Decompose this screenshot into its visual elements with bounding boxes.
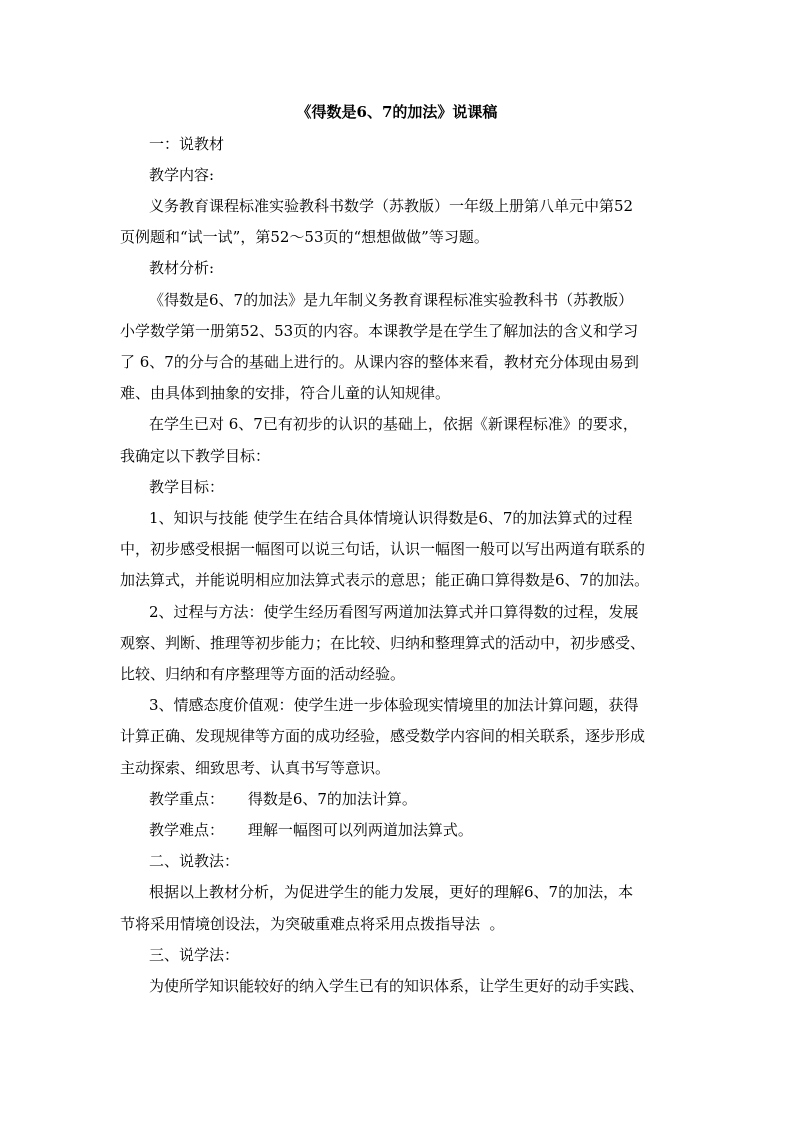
section-heading: 三、说学法： [149, 946, 240, 964]
paragraph-line: 我确定以下教学目标： [120, 447, 271, 465]
section-heading: 二、说教法： [149, 852, 240, 870]
paragraph-line: 2、过程与方法：使学生经历看图写两道加法算式并口算得数的过程，发展 [149, 603, 639, 621]
paragraph-line: 1、知识与技能 使学生在结合具体情境认识得数是6、7的加法算式的过程 [149, 509, 633, 527]
paragraph-line: 3、情感态度价值观：使学生进一步体验现实情境里的加法计算问题，获得 [149, 696, 639, 714]
section-heading: 一：说教材 [149, 135, 225, 153]
paragraph-line: 了 6、7的分与合的基础上进行的。从课内容的整体来看，教材充分体现由易到 [120, 353, 639, 371]
paragraph-line: 计算正确、发现规律等方面的成功经验，感受数学内容间的相关联系，逐步形成 [120, 727, 646, 745]
paragraph-line: 义务教育课程标准实验教科书数学（苏教版）一年级上册第八单元中第52 [149, 197, 634, 215]
paragraph-line: 观察、判断、推理等初步能力；在比较、归纳和整理算式的活动中，初步感受、 [120, 634, 646, 652]
paragraph-line: 页例题和“试一试”，第52～53页的“想想做做”等习题。 [120, 228, 489, 246]
paragraph-line: 加法算式，并能说明相应加法算式表示的意思；能正确口算得数是6、7的加法。 [120, 571, 650, 589]
paragraph-line: 比较、归纳和有序整理等方面的活动经验。 [120, 665, 406, 683]
paragraph-line: 在学生已对 6、7已有初步的认识的基础上，依据《新课程标准》的要求， [149, 415, 638, 433]
paragraph-line: 《得数是6、7的加法》是九年制义务教育课程标准实验教科书（苏教版） [149, 291, 634, 309]
subheading: 教学目标： [149, 478, 225, 496]
key-point-line: 教学重点： 得数是6、7的加法计算。 [149, 790, 417, 808]
paragraph-line: 主动探索、细致思考、认真书写等意识。 [120, 759, 391, 777]
subheading: 教材分析: [149, 259, 215, 277]
paragraph-line: 根据以上教材分析，为促进学生的能力发展，更好的理解6、7的加法，本 [149, 883, 634, 901]
paragraph-line: 中，初步感受根据一幅图可以说三句话，认识一幅图一般可以写出两道有联系的 [120, 540, 646, 558]
paragraph-line: 为使所学知识能较好的纳入学生已有的知识体系，让学生更好的动手实践、 [149, 977, 645, 995]
difficult-point-line: 教学难点： 理解一幅图可以列两道加法算式。 [149, 821, 473, 839]
subheading: 教学内容: [149, 166, 215, 184]
paragraph-line: 难、由具体到抽象的安排，符合儿童的认知规律。 [120, 384, 451, 402]
paragraph-line: 节将采用情境创设法，为突破重难点将采用点拨指导法 。 [120, 915, 505, 933]
paragraph-line: 小学数学第一册第52、53页的内容。本课教学是在学生了解加法的含义和学习 [120, 322, 639, 340]
document-title: 《得数是6、7的加法》说课稿 [296, 103, 498, 121]
